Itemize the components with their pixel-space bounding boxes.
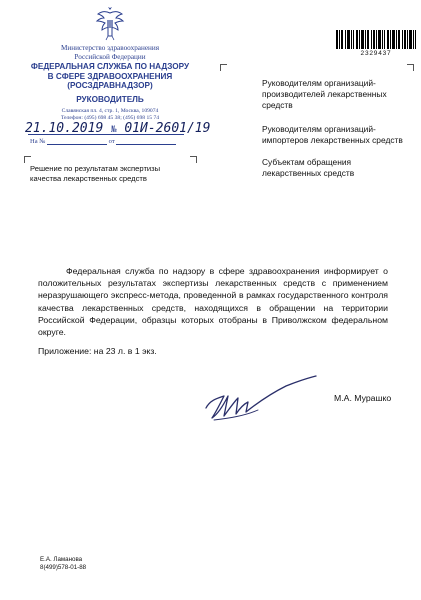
barcode (336, 30, 416, 49)
position-title: РУКОВОДИТЕЛЬ (76, 95, 144, 104)
signer-name: М.А. Мурашко (334, 393, 392, 403)
organization-line: (РОСЗДРАВНАДЗОР) (67, 81, 153, 91)
addressee-manufacturers: Руководителям организаций-производителей лекарственных средств (262, 78, 387, 110)
ministry-name (30, 44, 190, 61)
registration-prefix: № (111, 125, 117, 135)
corner-mark (24, 156, 31, 163)
handwritten-signature (200, 374, 320, 426)
corner-mark (190, 156, 197, 163)
reference-date-label: от (108, 138, 115, 145)
coat-of-arms-emblem (95, 6, 125, 42)
reference-number-blank (47, 138, 107, 145)
executor-phone: 8(499)578-01-88 (40, 564, 87, 571)
registration-number: 01И-2601/19 (124, 121, 211, 136)
reference-field (30, 138, 176, 145)
ministry-line: Министерство здравоохранения (60, 44, 160, 52)
executor-info (40, 556, 86, 572)
organization-line: ФЕДЕРАЛЬНАЯ СЛУЖБА ПО НАДЗОРУ (30, 62, 190, 71)
addressee-subjects: Субъектам обращения лекарственных средств (262, 157, 355, 178)
organization-line: В СФЕРЕ ЗДРАВООХРАНЕНИЯ (47, 71, 173, 81)
appendix-note: Приложение: на 23 л. в 1 экз. (38, 346, 157, 356)
registration-underline (28, 134, 184, 135)
executor-name: Е.А. Ламанова (40, 556, 83, 563)
reference-number-label: На № (30, 138, 46, 145)
corner-mark (407, 64, 414, 71)
letter-subject: Решение по результатам экспертизы качества лекарственных средств (30, 164, 161, 183)
registration-date: 21.10.2019 (25, 121, 104, 136)
barcode-number: 2329437 (360, 50, 392, 57)
phone-line: Телефон: (495) 698 45 38; (495) 698 15 74 (60, 115, 160, 122)
ministry-line: Российской Федерации (74, 52, 146, 61)
addressee-importers: Руководителям организаций-импортеров лекарственных средств (262, 124, 403, 145)
address-line: Славянская пл. 4, стр. 1, Москва, 109074 (61, 108, 159, 114)
letter-body: Федеральная служба по надзору в сфере здравоохранения информирует о положительных результатах экспертизы лекарственных средств с применением неразрушающего экспресс-метода, проведенной в рамках государственного контроля качества лекарственных средств, находящихся в обращении на территории Российской Федерации, образцы которых отобраны в Приволжском федеральном округе. (38, 266, 388, 338)
organization-name (30, 62, 190, 91)
reference-date-blank (116, 138, 176, 145)
corner-mark (220, 64, 227, 71)
